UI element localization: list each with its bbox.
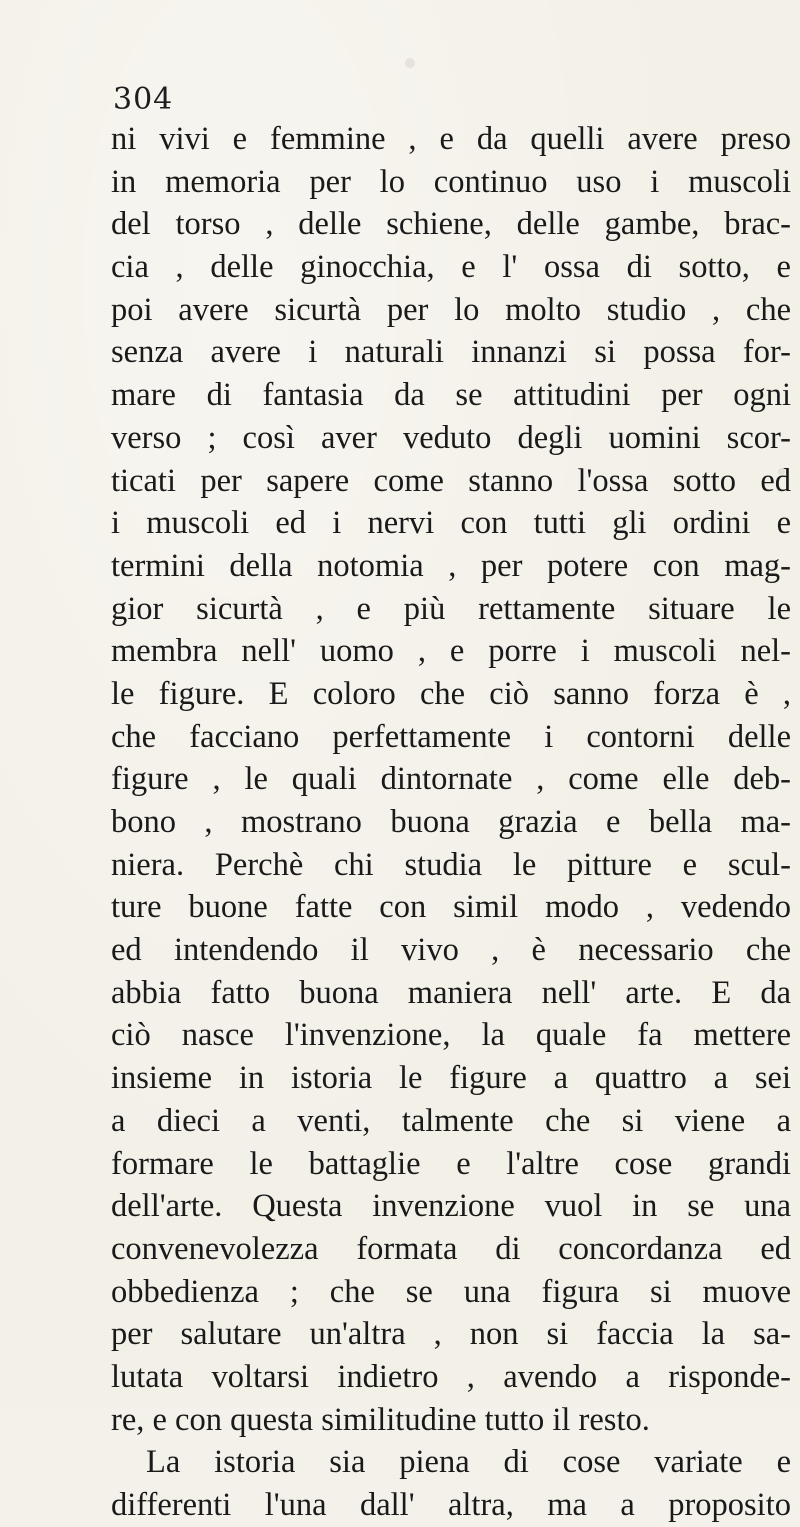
text-line: figure , le quali dintornate , come elle deb-: [111, 761, 791, 798]
text-line: termini della notomia , per potere con mag-: [111, 547, 791, 584]
page-number: 304: [113, 82, 174, 117]
text-line: cia , delle ginocchia, e l' ossa di sotto, e: [111, 249, 791, 286]
text-line: differenti l'una dall' altra, ma a proposito: [111, 1487, 791, 1523]
text-line: gior sicurtà , e più rettamente situare le: [111, 590, 791, 627]
text-line: lutata voltarsi indietro , avendo a risponde-: [111, 1358, 791, 1395]
paper-spot: [405, 58, 415, 68]
text-line: membra nell' uomo , e porre i muscoli nel-: [111, 633, 791, 670]
text-line: del torso , delle schiene, delle gambe, brac-: [111, 206, 791, 243]
text-line: verso ; così aver veduto degli uomini scor-: [111, 419, 791, 456]
text-line: in memoria per lo continuo uso i muscoli: [111, 163, 791, 200]
text-line: niera. Perchè chi studia le pitture e scul-: [111, 846, 791, 883]
text-line: ticati per sapere come stanno l'ossa sotto ed: [111, 462, 791, 499]
text-line: convenevolezza formata di concordanza ed: [111, 1230, 791, 1267]
text-line: ciò nasce l'invenzione, la quale fa mettere: [111, 1017, 791, 1054]
text-line: re, e con questa similitudine tutto il resto.: [111, 1401, 650, 1438]
text-line: dell'arte. Questa invenzione vuol in se una: [111, 1188, 791, 1225]
text-line: senza avere i naturali innanzi si possa for-: [111, 334, 791, 371]
text-line: per salutare un'altra , non si faccia la sa-: [111, 1316, 791, 1353]
paper-spot: [778, 468, 785, 475]
text-line: insieme in istoria le figure a quattro a sei: [111, 1060, 791, 1097]
text-line: abbia fatto buona maniera nell' arte. E da: [111, 974, 791, 1011]
text-line: formare le battaglie e l'altre cose grandi: [111, 1145, 791, 1182]
text-line: che facciano perfettamente i contorni delle: [111, 718, 791, 755]
text-line: i muscoli ed i nervi con tutti gli ordini e: [111, 505, 791, 542]
text-line: ed intendendo il vivo , è necessario che: [111, 932, 791, 969]
text-line: mare di fantasia da se attitudini per ogni: [111, 377, 791, 414]
text-line: bono , mostrano buona grazia e bella ma-: [111, 804, 791, 840]
text-line: La istoria sia piena di cose variate e: [146, 1444, 791, 1481]
text-line: ni vivi e femmine , e da quelli avere preso: [111, 121, 791, 157]
text-line: poi avere sicurtà per lo molto studio , che: [111, 291, 791, 328]
text-line: ture buone fatte con simil modo , vedendo: [111, 889, 791, 926]
body-text: [111, 118, 791, 1527]
text-line: a dieci a venti, talmente che si viene a: [111, 1102, 791, 1139]
text-line: obbedienza ; che se una figura si muove: [111, 1273, 791, 1310]
text-line: le figure. E coloro che ciò sanno forza è ,: [111, 675, 791, 712]
